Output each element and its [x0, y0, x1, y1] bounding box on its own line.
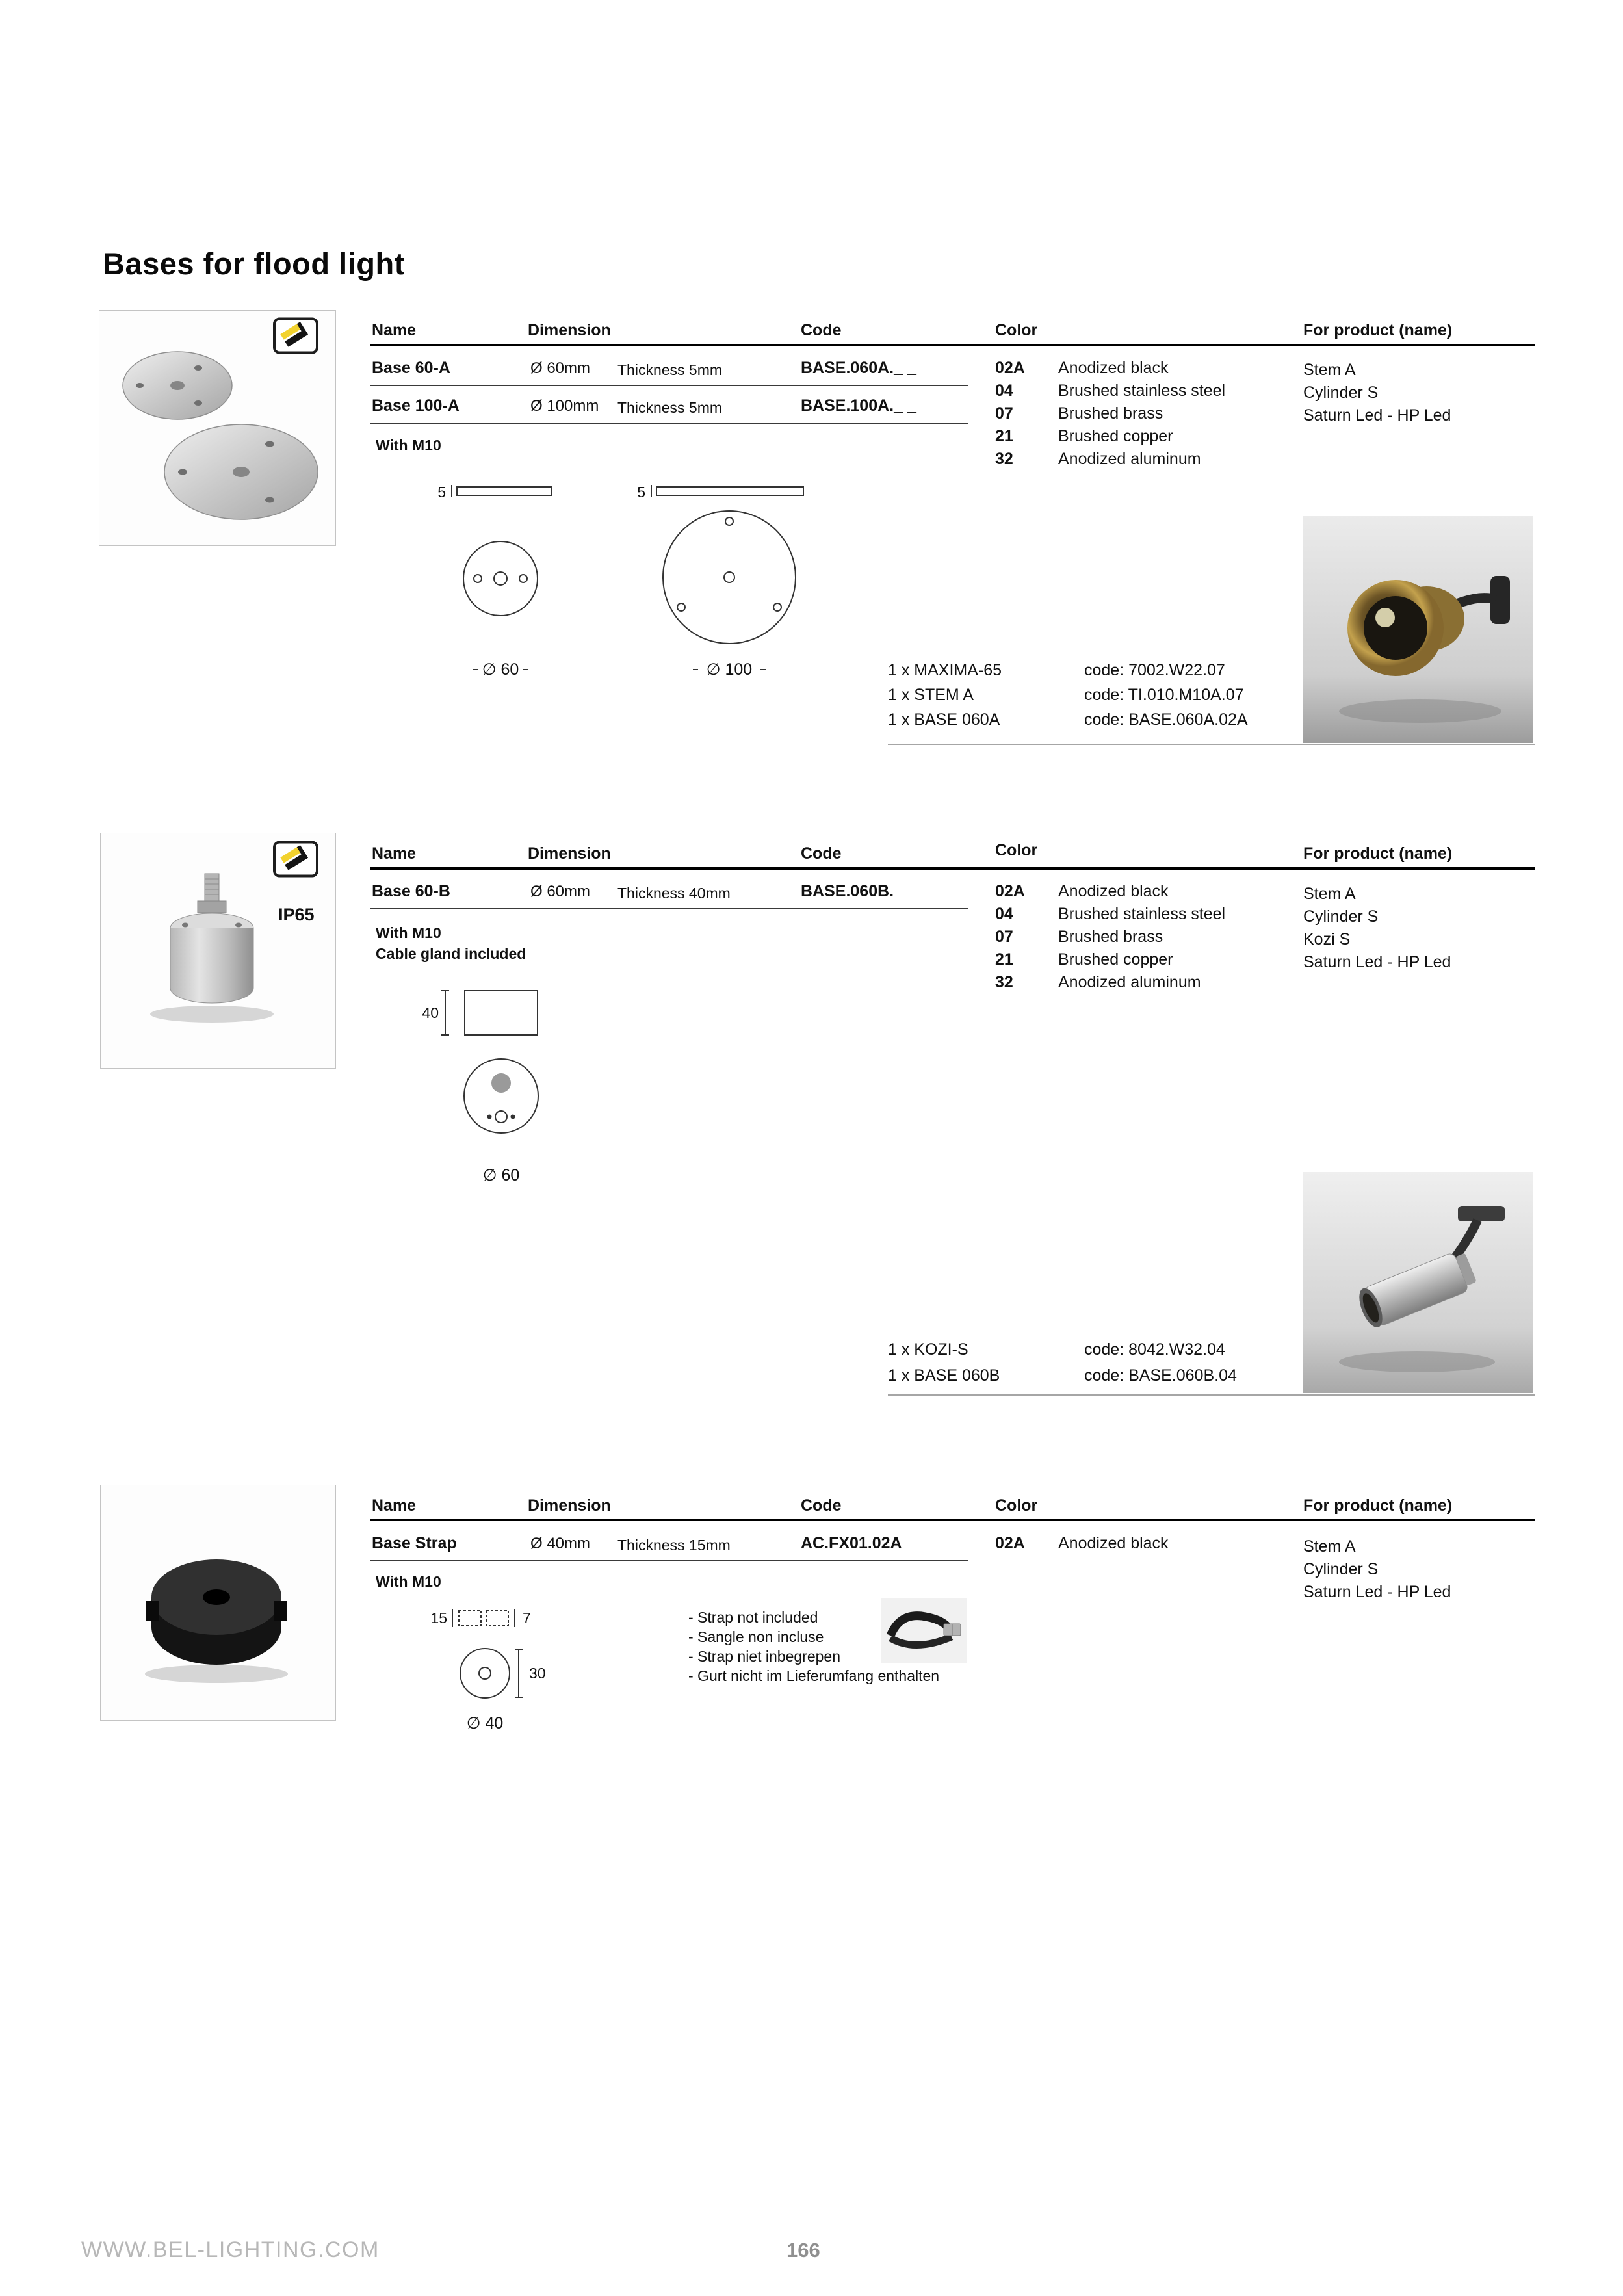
color-option [995, 448, 1225, 471]
compatible-products [1303, 359, 1451, 427]
example-code: code: 8042.W32.04 [1084, 1340, 1225, 1359]
col-header-dimension: Dimension [528, 844, 611, 863]
compatible-product: Cylinder S [1303, 384, 1379, 402]
photo-application-stem-a [1303, 516, 1533, 743]
color-name: Anodized black [1058, 1534, 1169, 1552]
diameter-dim-label: ∅ 60 [482, 1166, 520, 1184]
cable-gland-note: Cable gland included [376, 945, 526, 962]
mount-note: With M10 [376, 437, 441, 454]
color-option [995, 402, 1225, 425]
slot-dim-label: 7 [523, 1610, 531, 1626]
product-code: AC.FX01.02A [801, 1534, 902, 1552]
product-name: Base 60-A [372, 359, 450, 377]
product-thickness: Thickness 40mm [617, 885, 731, 902]
col-header-name: Name [372, 321, 417, 339]
thickness-dim-label: 5 [637, 484, 645, 501]
compatible-product: Kozi S [1303, 930, 1351, 948]
mount-note: With M10 [376, 1573, 441, 1590]
product-code: BASE.060B._ _ [801, 882, 916, 900]
strap-note-de: - Gurt nicht im Lieferumfang enthalten [688, 1667, 940, 1684]
color-option [995, 357, 1225, 380]
strap-note-nl: - Strap niet inbegrepen [688, 1648, 840, 1665]
photo-strap [881, 1598, 967, 1663]
photo-base-strap [100, 1485, 336, 1721]
color-option [995, 903, 1225, 926]
color-code: 04 [995, 905, 1013, 923]
header-rule [370, 344, 1535, 346]
example-rule [888, 744, 1535, 745]
diameter-dim-label: ∅ 40 [466, 1714, 504, 1732]
product-diameter: Ø 40mm [530, 1535, 591, 1552]
page-title: Bases for flood light [103, 246, 405, 281]
color-option [995, 880, 1225, 903]
color-name: Brushed stainless steel [1058, 905, 1226, 923]
color-option [995, 425, 1225, 448]
color-name: Brushed brass [1058, 404, 1163, 423]
color-option [995, 948, 1225, 971]
product-code: BASE.060A._ _ [801, 359, 916, 377]
color-code: 21 [995, 427, 1013, 445]
color-name: Anodized aluminum [1058, 450, 1201, 468]
color-code: 02A [995, 359, 1025, 377]
product-diameter: Ø 100mm [530, 397, 599, 415]
color-option [995, 1532, 1169, 1555]
color-option [995, 380, 1225, 402]
tech-drawing-base-60b [413, 987, 582, 1188]
color-option [995, 926, 1225, 948]
color-name: Brushed copper [1058, 427, 1173, 445]
color-code: 02A [995, 882, 1025, 900]
row-rule [370, 908, 968, 909]
col-header-for-product: For product (name) [1303, 1496, 1453, 1515]
height-dim-label: 30 [529, 1665, 546, 1682]
product-diameter: Ø 60mm [530, 359, 591, 377]
compatible-product: Saturn Led - HP Led [1303, 406, 1451, 424]
compatible-products [1303, 883, 1451, 974]
color-name: Anodized black [1058, 359, 1169, 377]
compatible-product: Stem A [1303, 1537, 1356, 1556]
col-header-for-product: For product (name) [1303, 321, 1453, 339]
product-thickness: Thickness 5mm [617, 399, 723, 416]
product-name: Base 100-A [372, 397, 460, 415]
row-rule [370, 1560, 968, 1561]
product-code: BASE.100A._ _ [801, 397, 916, 415]
example-code: code: BASE.060A.02A [1084, 711, 1248, 729]
row-rule [370, 385, 968, 386]
example-rule [888, 1394, 1535, 1396]
color-name: Anodized black [1058, 882, 1169, 900]
example-item: 1 x MAXIMA-65 [888, 661, 1002, 679]
compatible-product: Saturn Led - HP Led [1303, 953, 1451, 971]
thickness-dim-label: 5 [437, 484, 446, 501]
col-header-color: Color [995, 841, 1038, 859]
mount-note: With M10 [376, 924, 441, 941]
header-rule [370, 867, 1535, 870]
color-name: Brushed stainless steel [1058, 382, 1226, 400]
col-header-code: Code [801, 321, 842, 339]
col-header-code: Code [801, 844, 842, 863]
category-pictogram-icon [273, 317, 318, 358]
color-code: 32 [995, 973, 1013, 991]
example-item: 1 x BASE 060B [888, 1366, 1000, 1385]
photo-application-kozi-s [1303, 1172, 1533, 1393]
example-item: 1 x BASE 060A [888, 711, 1000, 729]
color-code: 07 [995, 928, 1013, 946]
height-dim-label: 40 [422, 1004, 439, 1021]
compatible-product: Stem A [1303, 885, 1356, 903]
diameter-dim-label: ∅ 60 [482, 660, 519, 679]
example-code: code: 7002.W22.07 [1084, 661, 1225, 679]
product-name: Base Strap [372, 1534, 457, 1552]
color-code: 04 [995, 382, 1013, 400]
product-diameter: Ø 60mm [530, 883, 591, 900]
color-name: Brushed brass [1058, 928, 1163, 946]
width-dim-label: 15 [430, 1610, 447, 1626]
col-header-name: Name [372, 844, 417, 863]
base-strap-image [101, 1485, 335, 1720]
color-options [995, 357, 1225, 471]
product-thickness: Thickness 5mm [617, 361, 723, 378]
color-options [995, 880, 1225, 994]
footer-website: WWW.BEL-LIGHTING.COM [81, 2237, 380, 2262]
col-header-color: Color [995, 1496, 1038, 1515]
example-item: 1 x STEM A [888, 686, 974, 704]
example-item: 1 x KOZI-S [888, 1340, 968, 1359]
product-name: Base 60-B [372, 882, 450, 900]
diameter-dim-label: ∅ 100 [706, 660, 753, 679]
row-rule [370, 423, 968, 424]
header-rule [370, 1519, 1535, 1521]
color-code: 07 [995, 404, 1013, 423]
col-header-name: Name [372, 1496, 417, 1515]
compatible-product: Cylinder S [1303, 1560, 1379, 1578]
color-name: Brushed copper [1058, 950, 1173, 969]
strap-note-en: - Strap not included [688, 1609, 818, 1626]
color-option [995, 971, 1225, 994]
compatible-product: Cylinder S [1303, 907, 1379, 926]
compatible-product: Stem A [1303, 361, 1356, 379]
color-code: 02A [995, 1534, 1025, 1552]
compatible-products [1303, 1535, 1451, 1604]
ip-rating-badge: IP65 [278, 905, 315, 924]
color-code: 32 [995, 450, 1013, 468]
tech-drawing-base-strap [413, 1596, 608, 1745]
col-header-code: Code [801, 1496, 842, 1515]
color-options [995, 1532, 1169, 1555]
color-name: Anodized aluminum [1058, 973, 1201, 991]
compatible-product: Saturn Led - HP Led [1303, 1583, 1451, 1601]
color-code: 21 [995, 950, 1013, 969]
col-header-dimension: Dimension [528, 1496, 611, 1515]
page-number: 166 [786, 2239, 820, 2262]
example-code: code: BASE.060B.04 [1084, 1366, 1237, 1385]
strap-note-fr: - Sangle non incluse [688, 1628, 824, 1645]
col-header-dimension: Dimension [528, 321, 611, 339]
example-code: code: TI.010.M10A.07 [1084, 686, 1244, 704]
tech-drawing-base-60a-100a [416, 480, 838, 688]
col-header-for-product: For product (name) [1303, 844, 1453, 863]
category-pictogram-icon [273, 841, 318, 881]
col-header-color: Color [995, 321, 1038, 339]
product-thickness: Thickness 15mm [617, 1537, 731, 1554]
